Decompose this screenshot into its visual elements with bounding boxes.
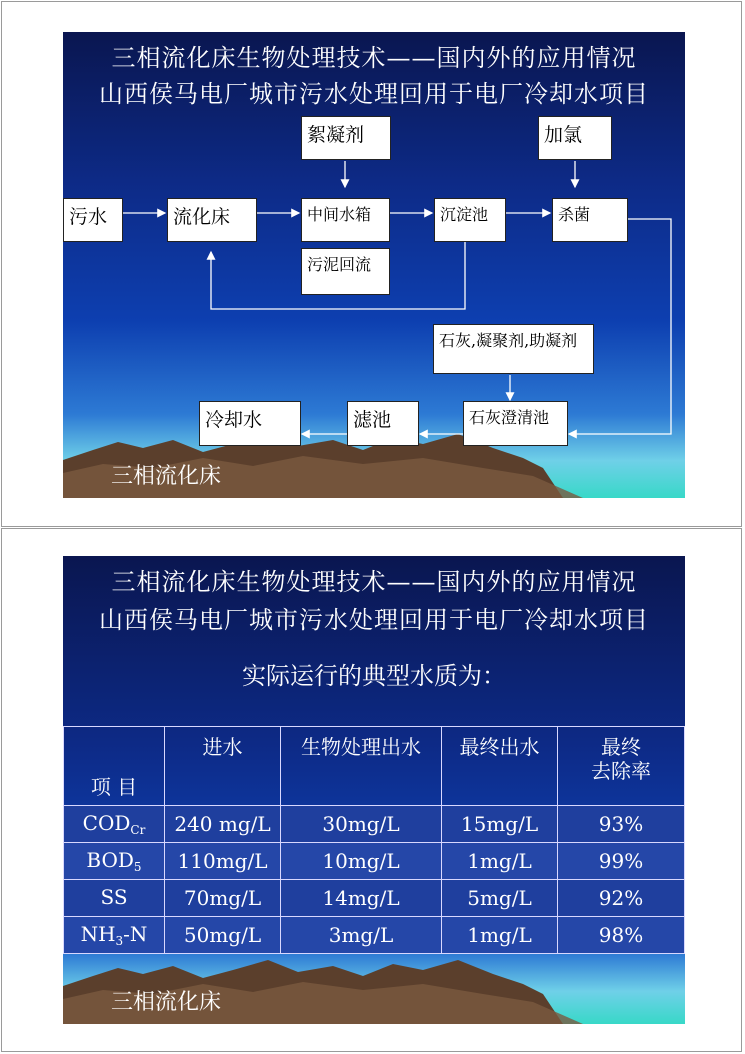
cell-final-outflow: 1mg/L [442, 843, 558, 880]
item-name: SS [100, 885, 128, 909]
table-row [64, 806, 685, 843]
header-item: 项 目 [64, 727, 165, 806]
cell-removal-rate: 93% [558, 806, 685, 843]
lime-clarifier-box: 石灰澄清池 [463, 401, 568, 446]
fluidized-bed-box: 流化床 [167, 198, 257, 242]
cell-removal-rate: 92% [558, 880, 685, 917]
cell-inflow: 110mg/L [165, 843, 281, 880]
page-sheet-1 [1, 1, 742, 527]
cell-item [64, 806, 165, 843]
item-name: BOD [86, 848, 134, 872]
intermediate-tank-box: 中间水箱 [301, 198, 390, 242]
slide-title-line2: 山西侯马电厂城市污水处理回用于电厂冷却水项目 [99, 80, 649, 108]
cell-item [64, 880, 165, 917]
slide-subtitle: 实际运行的典型水质为： [242, 662, 506, 690]
item-name: COD [82, 811, 131, 835]
cell-item [64, 843, 165, 880]
footer-label: 三相流化床 [111, 990, 222, 1015]
slide-title-line2: 山西侯马电厂城市污水处理回用于电厂冷却水项目 [99, 606, 649, 634]
item-subscript: 3 [115, 934, 124, 948]
page-sheet-2 [1, 528, 742, 1052]
header-final-outflow: 最终出水 [442, 727, 558, 806]
cell-removal-rate: 98% [558, 917, 685, 954]
sewage-box: 污水 [63, 198, 123, 242]
flocculant-box: 絮凝剂 [301, 116, 391, 160]
table-header-row [64, 727, 685, 806]
cell-inflow: 70mg/L [165, 880, 281, 917]
header-inflow: 进水 [165, 727, 281, 806]
cell-bio-outflow: 3mg/L [281, 917, 442, 954]
sterilization-box: 杀菌 [552, 198, 628, 242]
footer-label: 三相流化床 [111, 464, 222, 489]
cell-bio-outflow: 30mg/L [281, 806, 442, 843]
header-bio-outflow: 生物处理出水 [281, 727, 442, 806]
cell-bio-outflow: 14mg/L [281, 880, 442, 917]
sludge-return-box: 污泥回流 [301, 248, 390, 295]
item-suffix: -N [123, 922, 148, 946]
cell-removal-rate: 99% [558, 843, 685, 880]
table-row [64, 880, 685, 917]
header-removal-rate: 最终 去除率 [558, 727, 685, 806]
settling-tank-box: 沉淀池 [434, 198, 506, 242]
cooling-water-box: 冷却水 [199, 401, 301, 446]
table-row [64, 843, 685, 880]
cell-final-outflow: 15mg/L [442, 806, 558, 843]
cell-final-outflow: 5mg/L [442, 880, 558, 917]
cell-bio-outflow: 10mg/L [281, 843, 442, 880]
slide-title-line1: 三相流化床生物处理技术——国内外的应用情况 [111, 44, 637, 72]
water-quality-table [63, 726, 685, 954]
cell-inflow: 50mg/L [165, 917, 281, 954]
item-subscript: Cr [130, 823, 146, 837]
cell-item [64, 917, 165, 954]
chlorine-box: 加氯 [538, 116, 612, 160]
cell-final-outflow: 1mg/L [442, 917, 558, 954]
cell-inflow: 240 mg/L [165, 806, 281, 843]
slide-title-line1: 三相流化床生物处理技术——国内外的应用情况 [111, 568, 637, 596]
filter-box: 滤池 [347, 401, 419, 446]
slide-flow-diagram [63, 32, 685, 498]
item-subscript: 5 [133, 860, 142, 874]
table-row [64, 917, 685, 954]
lime-additives-box: 石灰,凝聚剂,助凝剂 [433, 324, 594, 374]
slide-water-quality [63, 556, 685, 1024]
item-name: NH [80, 922, 116, 946]
